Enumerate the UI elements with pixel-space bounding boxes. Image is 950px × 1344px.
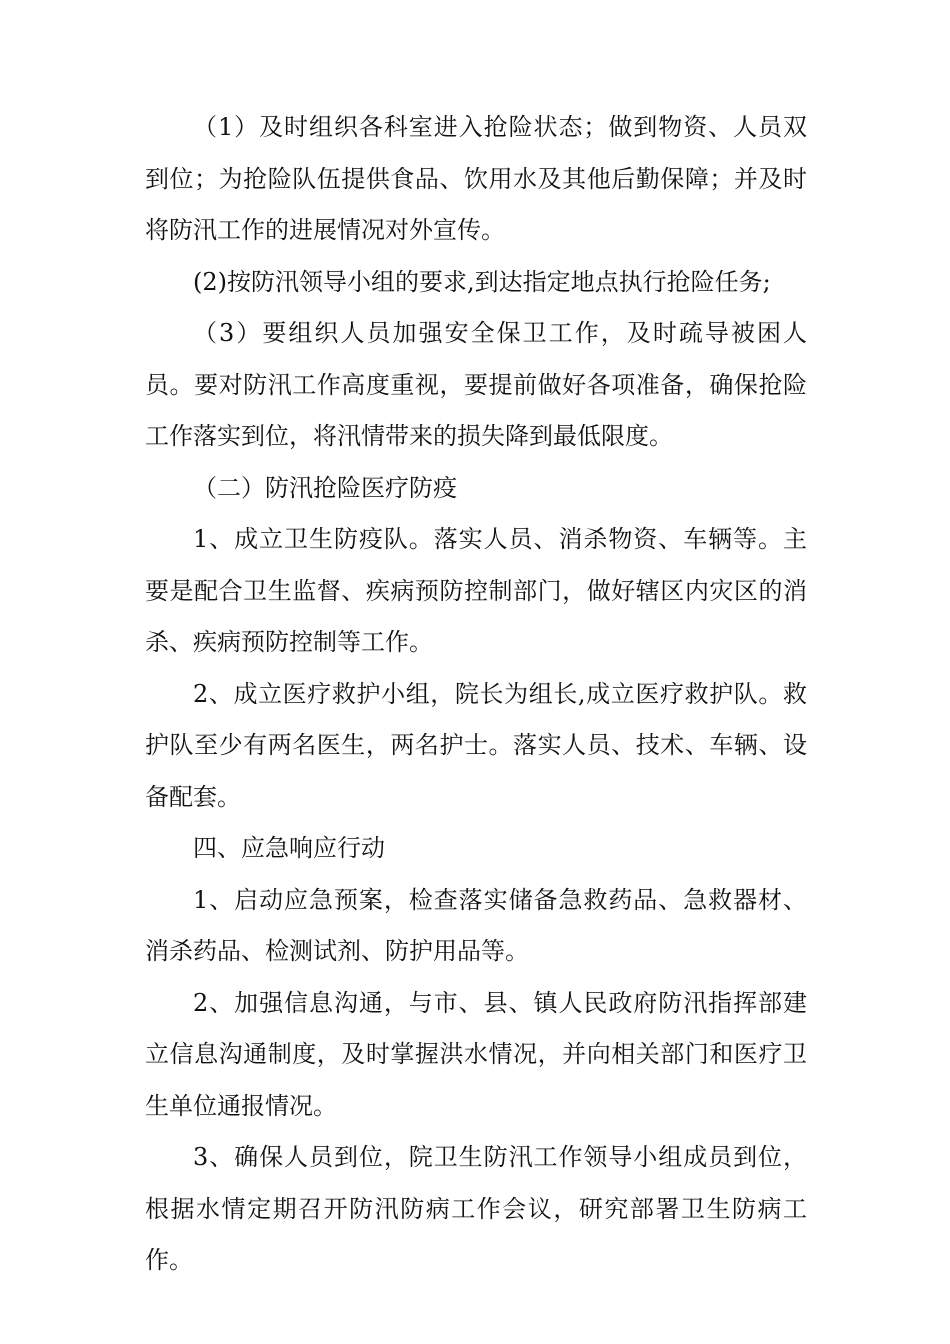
document-body: [145, 102, 807, 1287]
paragraph-security: （3）要组织人员加强安全保卫工作，及时疏导被困人员。要对防汛工作高度重视，要提前做好各项准备，确保抢险工作落实到位，将汛情带来的损失降到最低限度。: [145, 319, 807, 450]
paragraph-emergency-plan: 1、启动应急预案，检查落实储备急救药品、急救器材、消杀药品、检测试剂、防护用品等。: [145, 885, 807, 965]
paragraph-epidemic-team: 1、成立卫生防疫队。落实人员、消杀物资、车辆等。主要是配合卫生监督、疾病预防控制部门，做好辖区内灾区的消杀、疾病预防控制等工作。: [145, 525, 807, 656]
paragraph-rescue-task: (2)按防汛领导小组的要求,到达指定地点执行抢险任务;: [193, 267, 771, 296]
section-heading-medical-epidemic: （二）防汛抢险医疗防疫: [193, 473, 457, 502]
paragraph-personnel: 3、确保人员到位，院卫生防汛工作领导小组成员到位，根据水情定期召开防汛防病工作会议，研究部署卫生防病工作。: [145, 1143, 807, 1274]
paragraph-logistics: （1）及时组织各科室进入抢险状态；做到物资、人员双到位；为抢险队伍提供食品、饮用水及其他后勤保障；并及时将防汛工作的进展情况对外宣传。: [145, 113, 807, 244]
section-heading-emergency-response: 四、应急响应行动: [193, 834, 385, 862]
paragraph-medical-team: 2、成立医疗救护小组，院长为组长,成立医疗救护队。救护队至少有两名医生，两名护士。落实人员、技术、车辆、设备配套。: [145, 679, 807, 811]
paragraph-information: 2、加强信息沟通，与市、县、镇人民政府防汛指挥部建立信息沟通制度，及时掌握洪水情况，并向相关部门和医疗卫生单位通报情况。: [145, 988, 807, 1120]
